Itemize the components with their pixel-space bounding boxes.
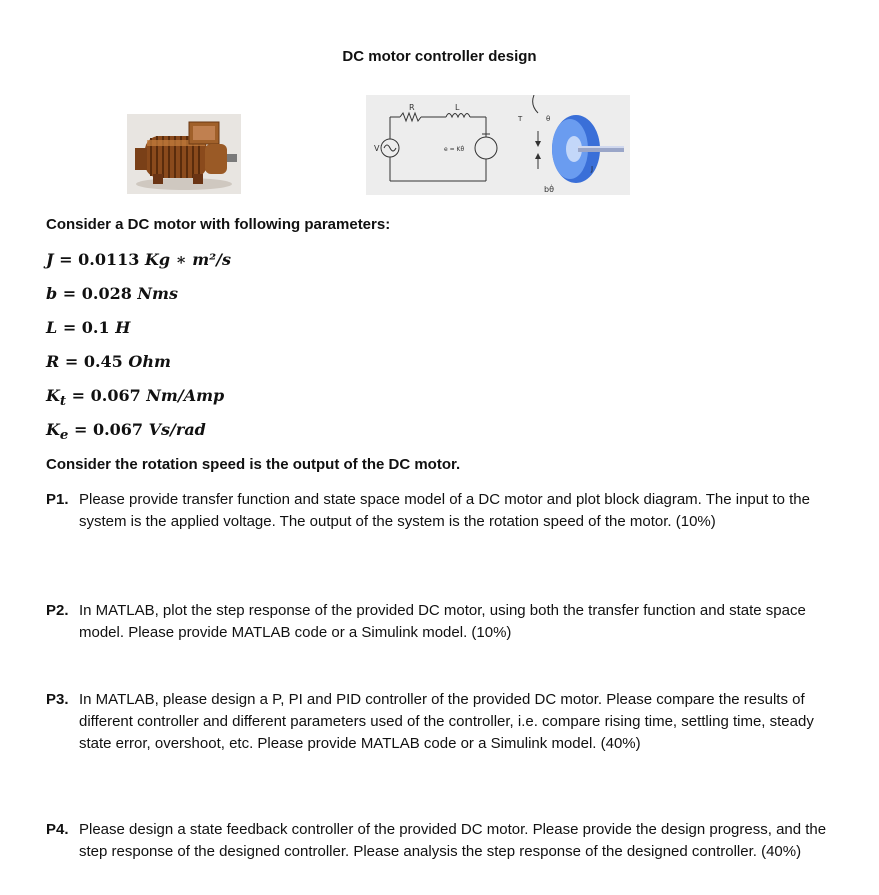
friction-label: bθ̇ bbox=[544, 185, 554, 194]
problem-label: P2. bbox=[46, 602, 69, 619]
param-b bbox=[46, 284, 178, 307]
param-symbol: K bbox=[46, 420, 60, 439]
problem-text: In MATLAB, plot the step response of the provided DC motor, using both the transfer function and state space model. Please provide MATLAB code or a Simulink model. (10%) bbox=[79, 602, 806, 641]
param-value: 0.067 bbox=[92, 420, 144, 439]
page-title: DC motor controller design bbox=[342, 48, 537, 65]
param-ke bbox=[46, 420, 206, 443]
param-j bbox=[46, 250, 231, 273]
param-equals: = bbox=[59, 352, 84, 371]
param-value: 0.45 bbox=[83, 352, 123, 371]
param-equals: = bbox=[68, 420, 93, 439]
emf-label: e = Kθ̇ bbox=[444, 146, 465, 153]
output-note: Consider the rotation speed is the output of the DC motor. bbox=[46, 456, 461, 473]
param-value: 0.028 bbox=[81, 284, 132, 303]
param-value: 0.067 bbox=[90, 386, 141, 405]
motor-circuit-diagram bbox=[366, 95, 630, 195]
param-symbol: R bbox=[46, 352, 60, 371]
param-unit: Nms bbox=[131, 284, 178, 303]
param-symbol: b bbox=[46, 284, 58, 303]
resistor-label: R bbox=[409, 103, 415, 112]
param-equals: = bbox=[53, 250, 79, 269]
param-l bbox=[46, 318, 130, 341]
circuit-illustration bbox=[366, 95, 630, 195]
problem-label: P3. bbox=[46, 691, 69, 708]
problem-text: In MATLAB, please design a P, PI and PID controller of the provided DC motor. Please compare the results of different controller and different parameters used of the controller, i.e. compare rising time, settling time, steady state error, overshoot, etc. Please provide MATLAB code or a Simulink model. (40%) bbox=[79, 691, 814, 752]
param-value: 0.0113 bbox=[78, 250, 140, 269]
inertia-label: J bbox=[591, 165, 594, 173]
param-equals: = bbox=[66, 386, 91, 405]
param-equals: = bbox=[57, 284, 82, 303]
problem-p2 bbox=[46, 600, 836, 644]
param-value: 0.1 bbox=[81, 318, 110, 337]
motor-photo bbox=[127, 114, 241, 194]
problem-p1 bbox=[46, 489, 836, 533]
param-unit: H bbox=[109, 318, 131, 337]
param-equals: = bbox=[57, 318, 82, 337]
source-label: V bbox=[374, 144, 380, 153]
torque-label: T bbox=[518, 115, 523, 123]
param-subscript: t bbox=[59, 393, 67, 410]
intro-heading: Consider a DC motor with following parameters: bbox=[46, 216, 391, 233]
problem-p4 bbox=[46, 819, 836, 863]
problem-label: P4. bbox=[46, 821, 69, 838]
param-symbol: J bbox=[46, 250, 54, 269]
param-unit: Vs/rad bbox=[143, 420, 206, 439]
param-subscript: e bbox=[59, 427, 69, 444]
problem-p3 bbox=[46, 689, 836, 755]
angle-label: θ bbox=[546, 115, 551, 123]
param-unit: Ohm bbox=[122, 352, 171, 371]
param-kt bbox=[46, 386, 224, 409]
param-unit: Nm/Amp bbox=[140, 386, 225, 405]
problem-text: Please design a state feedback controller of the provided DC motor. Please provide the design progress, and the step response of the designed controller. Please analysis the step response of the designed controller. (40%) bbox=[79, 821, 827, 860]
param-r bbox=[46, 352, 171, 375]
motor-illustration bbox=[127, 114, 241, 194]
param-symbol: K bbox=[46, 386, 60, 405]
inductor-label: L bbox=[455, 103, 460, 112]
problem-label: P1. bbox=[46, 491, 69, 508]
param-symbol: L bbox=[46, 318, 58, 337]
problem-text: Please provide transfer function and state space model of a DC motor and plot block diagram. The input to the system is the applied voltage. The output of the system is the rotation speed of the motor. (10%) bbox=[79, 491, 810, 530]
param-unit: Kg ∗ m²/s bbox=[139, 250, 232, 269]
